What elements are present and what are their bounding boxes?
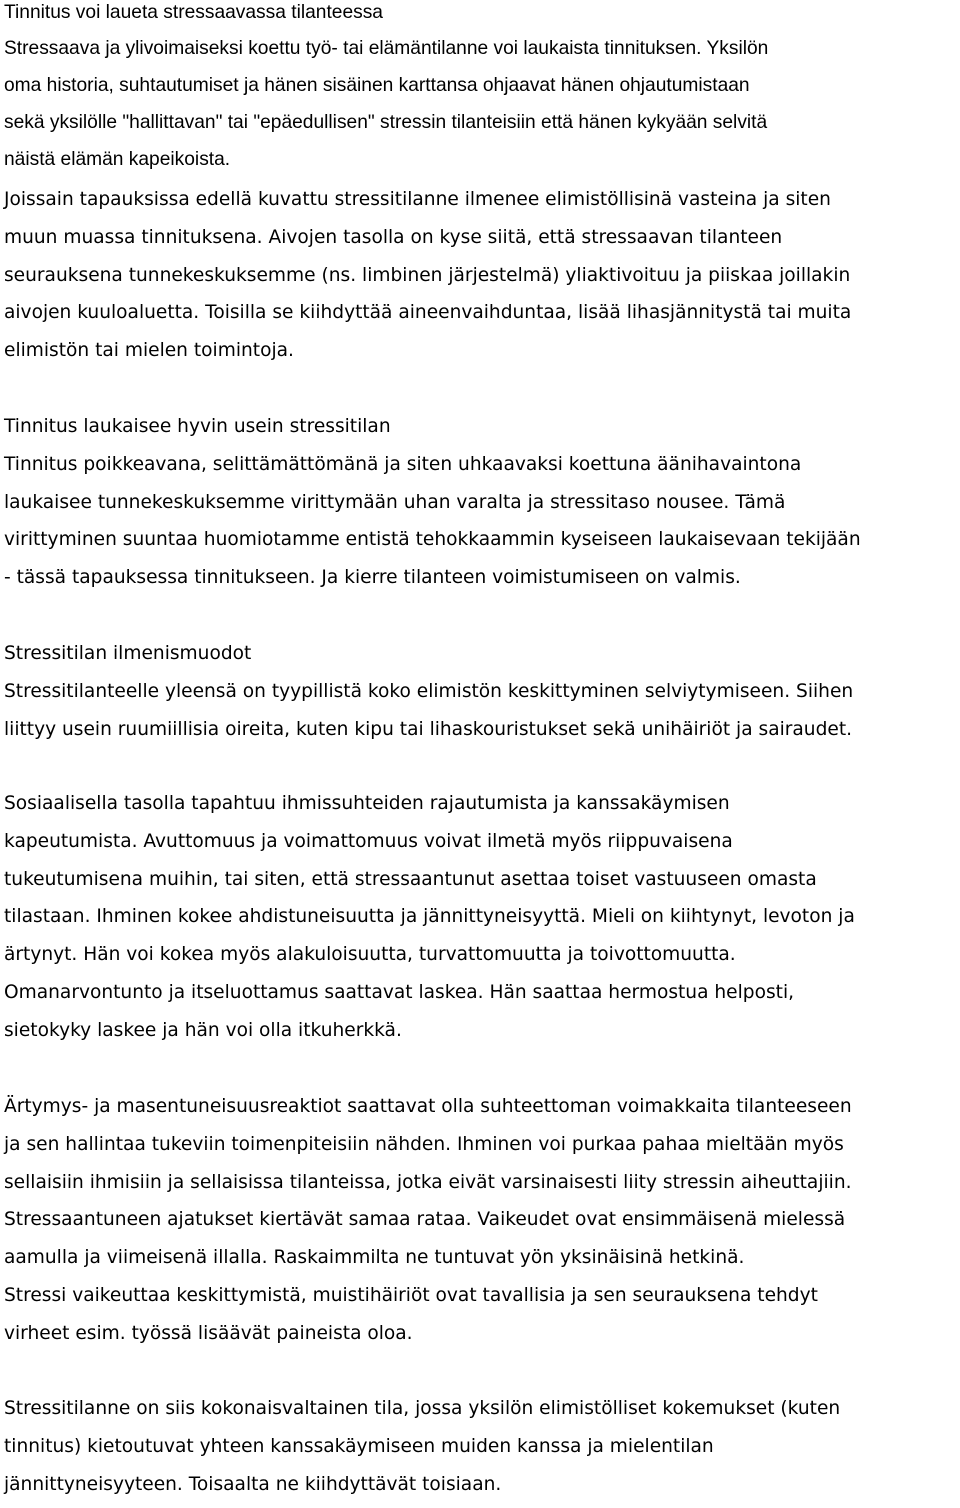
text-line: ja sen hallintaa tukeviin toimenpiteisiin nähden. Ihminen voi purkaa pahaa mieltään myös <box>4 1133 844 1155</box>
text-line: elimistön tai mielen toimintoja. <box>4 340 294 362</box>
text-line: Stressitilanteelle yleensä on tyypillistä koko elimistön keskittyminen selviytymiseen. Siihen <box>4 680 854 702</box>
text-line: seurauksena tunnekeskuksemme (ns. limbinen järjestelmä) yliaktivoituu ja piiskaa joillakin <box>4 264 851 286</box>
paragraph-irritation <box>4 1093 852 1358</box>
section-heading: Stressitilan ilmenismuodot <box>4 643 252 664</box>
section-stress-trigger <box>4 0 768 184</box>
paragraph-social <box>4 790 855 1055</box>
text-line: Stressaava ja ylivoimaiseksi koettu työ- tai elämäntilanne voi laukaista tinnituksen. Yksilön <box>4 38 769 59</box>
text-line: näistä elämän kapeikoista. <box>4 149 231 170</box>
text-line: virheet esim. työssä lisäävät paineista oloa. <box>4 1322 413 1344</box>
text-line: Stressaantuneen ajatukset kiertävät samaa rataa. Vaikeudet ovat ensimmäisenä mielessä <box>4 1209 846 1231</box>
text-line: Stressitilanne on siis kokonaisvaltainen tila, jossa yksilön elimistölliset kokemukset (kuten <box>4 1398 841 1419</box>
section-heading: Tinnitus laukaisee hyvin usein stressitilan <box>4 416 391 437</box>
text-line: tukeutumisena muihin, tai siten, että stressaantunut asettaa toiset vastuuseen omasta <box>4 868 817 890</box>
text-line: Joissain tapauksissa edellä kuvattu stressitilanne ilmenee elimistöllisinä vasteina ja siten <box>4 189 831 210</box>
text-line: liittyy usein ruumiillisia oireita, kuten kipu tai lihaskouristukset sekä unihäiriöt ja sairaudet. <box>4 718 853 740</box>
text-line: Omanarvontunto ja itseluottamus saattavat laskea. Hän saattaa hermostua helposti, <box>4 981 795 1003</box>
text-line: Sosiaalisella tasolla tapahtuu ihmissuhteiden rajautumista ja kanssakäymisen <box>4 793 730 814</box>
text-line: Ärtymys- ja masentuneisuusreaktiot saattavat olla suhteettoman voimakkaita tilanteeseen <box>4 1096 852 1117</box>
text-line: sekä yksilölle "hallittavan" tai "epäedullisen" stressin tilanteisiin että hänen kykyään selvitä <box>4 112 768 133</box>
text-line: sellaisiin ihmisiin ja sellaisissa tilanteissa, jotka eivät varsinaisesti liity stressin aiheuttajiin. <box>4 1171 852 1193</box>
text-line: tilastaan. Ihminen kokee ahdistuneisuutta ja jännittyneisyyttä. Mieli on kiihtynyt, levoton ja <box>4 906 855 928</box>
text-line: muun muassa tinnituksena. Aivojen tasolla on kyse siitä, että stressaavan tilanteen <box>4 226 783 248</box>
text-line: ärtynyt. Hän voi kokea myös alakuloisuutta, turvattomuutta ja toivottomuutta. <box>4 944 736 966</box>
text-line: sietokyky laskee ja hän voi olla itkuherkkä. <box>4 1019 402 1041</box>
text-line: - tässä tapauksessa tinnitukseen. Ja kierre tilanteen voimistumiseen on valmis. <box>4 567 741 589</box>
text-line: Tinnitus poikkeavana, selittämättömänä ja siten uhkaavaksi koettuna äänihavaintona <box>4 453 802 475</box>
section-tinnitus-stress <box>4 413 861 602</box>
text-line: oma historia, suhtautumiset ja hänen sisäinen karttansa ohjaavat hänen ohjautumistaan <box>4 75 750 96</box>
text-line: aivojen kuuloaluetta. Toisilla se kiihdyttää aineenvaihduntaa, lisää lihasjännitystä tai muita <box>4 302 852 324</box>
text-line: aamulla ja viimeisenä illalla. Raskaimmilta ne tuntuvat yön yksinäisinä hetkinä. <box>4 1247 745 1269</box>
section-stress-manifestations <box>4 640 853 753</box>
section-heading: Tinnitus voi laueta stressaavassa tilanteessa <box>4 2 383 23</box>
text-line: tinnitus) kietoutuvat yhteen kanssakäymiseen muiden kanssa ja mielentilan <box>4 1435 714 1457</box>
text-line: jännittyneisyyteen. Toisaalta ne kiihdyttävät toisiaan. <box>4 1473 502 1495</box>
text-line: laukaisee tunnekeskuksemme virittymään uhan varalta ja stressitaso nousee. Tämä <box>4 491 786 513</box>
text-line: virittyminen suuntaa huomiotamme entistä tehokkaammin kyseiseen laukaisevaan tekijään <box>4 529 861 551</box>
text-line: kapeutumista. Avuttomuus ja voimattomuus voivat ilmetä myös riippuvaisena <box>4 830 733 852</box>
paragraph-conclusion <box>4 1395 840 1508</box>
paragraph-physiological <box>4 186 851 375</box>
text-line: Stressi vaikeuttaa keskittymistä, muistihäiriöt ovat tavallisia ja sen seurauksena tehdyt <box>4 1284 818 1306</box>
